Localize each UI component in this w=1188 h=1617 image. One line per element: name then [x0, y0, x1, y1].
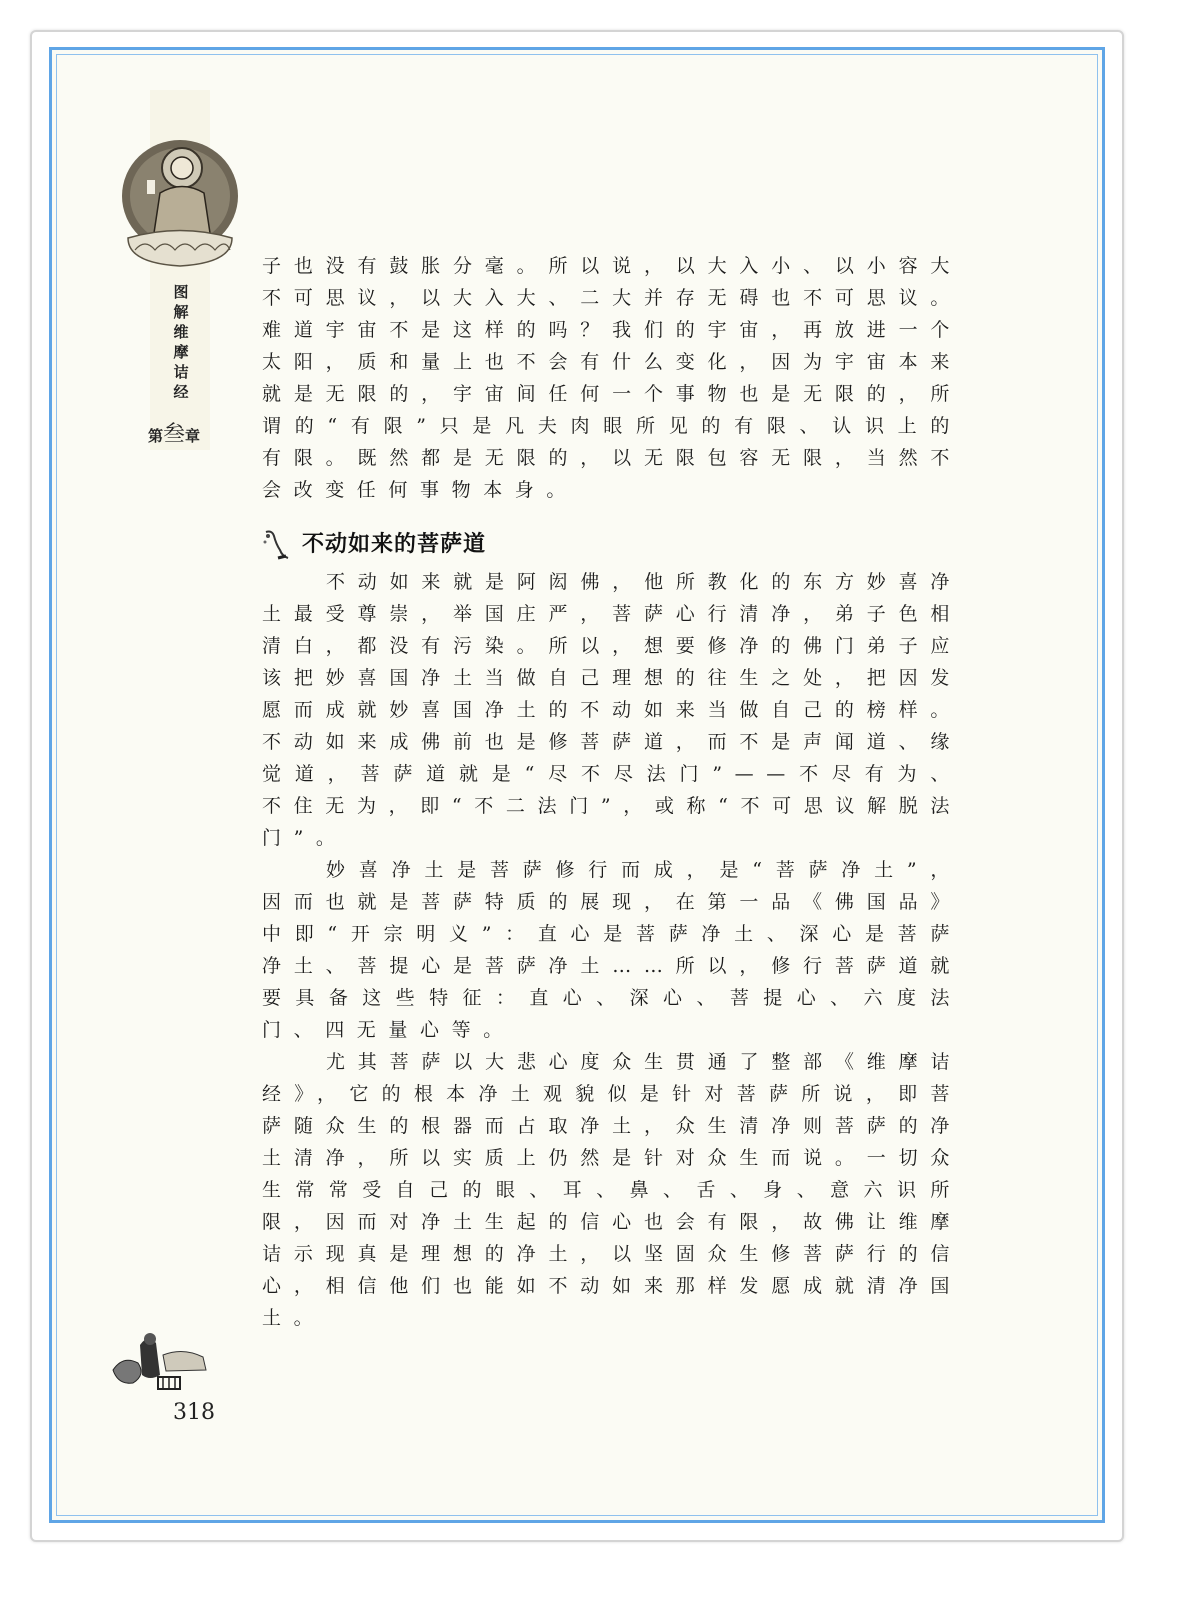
chapter-number: 叁	[163, 422, 186, 447]
main-text	[262, 250, 962, 1334]
series-char: 维	[173, 323, 189, 341]
footer-figure-illustration	[108, 1325, 213, 1395]
book-series-title	[166, 282, 196, 402]
body-paragraph: 不动如来就是阿闳佛，他所教化的东方妙喜净土最受尊崇，举国庄严，菩萨心行清净，弟子色相清白，都没有污染。所以，想要修净的佛门弟子应该把妙喜国净土当做自己理想的往生之处，把因发愿而成就妙喜国净土的不动如来当做自己的榜样。不动如来成佛前也是修菩萨道，而不是声闻道、缘觉道，菩萨道就是“尽不尽法门”——不尽有为、不住无为，即“不二法门”，或称“不可思议解脱法门”。	[262, 571, 962, 849]
series-char: 经	[173, 383, 189, 401]
series-char: 解	[173, 303, 189, 321]
series-char: 摩	[173, 343, 189, 361]
chapter-suffix: 章	[185, 427, 201, 445]
chapter-prefix: 第	[148, 427, 164, 445]
series-char: 诘	[173, 363, 189, 381]
body-paragraph: 尤其菩萨以大悲心度众生贯通了整部《维摩诘经》，它的根本净土观貌似是针对菩萨所说，即菩萨随众生的根器而占取净土，众生清净则菩萨的净土清净，所以实质上仍然是针对众生而说。一切众生常常受自己的眼、耳、鼻、舌、身、意六识所限，因而对净土生起的信心也会有限，故佛让维摩诘示现真是理想的净土，以坚固众生修菩萨行的信心，相信他们也能如不动如来那样发愿成就清净国土。	[262, 1051, 962, 1329]
body-paragraph: 妙喜净土是菩萨修行而成，是“菩萨净土”，因而也就是菩萨特质的展现，在第一品《佛国品》中即“开宗明义”：直心是菩萨净土、深心是菩萨净土、菩提心是菩萨净土……所以，修行菩萨道就要具备这些特征：直心、深心、菩提心、六度法门、四无量心等。	[262, 859, 962, 1041]
section-title: 不动如来的菩萨道	[302, 532, 487, 557]
buddha-medallion-illustration	[120, 138, 240, 273]
ornament-icon	[262, 528, 292, 562]
intro-paragraph: 子也没有鼓胀分毫。所以说，以大入小、以小容大不可思议，以大入大、二大并存无碍也不可思议。难道宇宙不是这样的吗？我们的宇宙，再放进一个太阳，质和量上也不会有什么变化，因为宇宙本来就是无限的，宇宙间任何一个事物也是无限的，所谓的“有限”只是凡夫肉眼所见的有限、认识上的有限。既然都是无限的，以无限包容无限，当然不会改变任何事物本身。	[262, 255, 962, 501]
section-heading	[262, 528, 962, 562]
chapter-label	[148, 417, 200, 448]
page-number: 318	[173, 1400, 215, 1425]
series-char: 图	[173, 283, 189, 301]
